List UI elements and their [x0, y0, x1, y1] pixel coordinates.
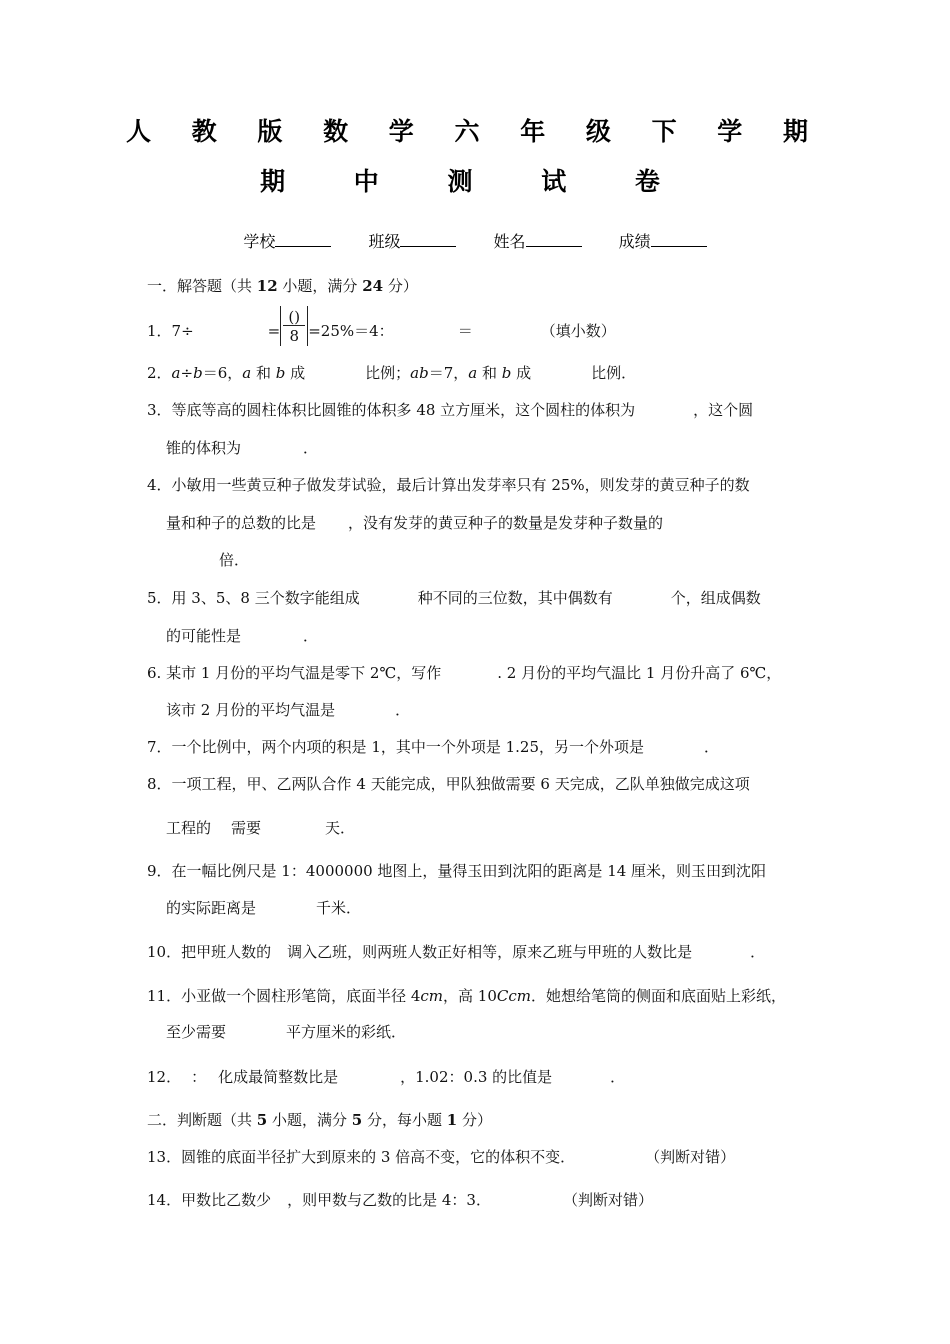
q14-note: （判断对错） [562, 1191, 653, 1209]
class-field[interactable] [368, 232, 456, 251]
q1-note: （填小数） [540, 322, 616, 340]
name-blank[interactable] [526, 232, 582, 247]
class-blank[interactable] [400, 232, 456, 247]
question-4-cont: 量和种子的总数的比是 ，没有发芽的黄豆种子的数量是发芽种子数量的 [166, 514, 664, 532]
exam-title: 人 教 版 数 学 六 年 级 下 学 期 [125, 117, 825, 146]
question-8-cont: 工程的 需要 天． [166, 819, 356, 837]
question-11-cont: 至少需要 平方厘米的彩纸． [166, 1023, 407, 1041]
question-4: 4．小敏用一些黄豆种子做发芽试验，最后计算出发芽率只有 25%，则发芽的黄豆种子的数 [147, 476, 750, 494]
question-8: 8．一项工程，甲、乙两队合作 4 天能完成，甲队独做需要 6 天完成，乙队单独做完成这项 [147, 775, 750, 793]
score-blank[interactable] [651, 232, 707, 247]
q1-fraction: $\frac{()}{8}$ [280, 306, 308, 346]
question-2: 2．a÷b＝6，a 和 b 成 比例；ab＝7，a 和 b 成 比例． [147, 364, 637, 382]
question-10: 10．把甲班人数的 调入乙班，则两班人数正好相等，原来乙班与甲班的人数比是 ． [147, 943, 766, 961]
question-3: 3．等底等高的圆柱体积比圆锥的体积多 48 立方厘米，这个圆柱的体积为 ，这个圆 [147, 401, 754, 419]
question-11: 11．小亚做一个圆柱形笔筒，底面半径 4cm，高 10Ccm．她想给笔筒的侧面和底面贴上彩纸， [147, 987, 787, 1005]
question-6: 6. 某市 1 月份的平均气温是零下 2℃，写作 . 2 月份的平均气温比 1 月份升高了 6℃， [147, 664, 782, 682]
name-label: 姓名 [493, 232, 526, 251]
question-4-cont-2: 倍． [219, 551, 250, 569]
question-14: 14．甲数比乙数少 ，则甲数与乙数的比是 4：3． （判断对错） [147, 1191, 653, 1209]
question-13: 13．圆锥的底面半径扩大到原来的 3 倍高不变，它的体积不变． （判断对错） [147, 1148, 736, 1166]
question-3-cont: 锥的体积为 ． [166, 439, 319, 457]
question-7: 7．一个比例中，两个内项的积是 1，其中一个外项是 1.25，另一个外项是 ． [147, 738, 720, 756]
school-blank[interactable] [275, 232, 331, 247]
question-12: 12． ： 化成最简整数比是 ，1.02：0.3 的比值是 ． [147, 1068, 626, 1086]
question-6-cont: 该市 2 月份的平均气温是 ． [166, 701, 411, 719]
question-9-cont: 的实际距离是 千米． [166, 899, 362, 917]
question-1: 1．7÷ = $\frac{()}{8}$ =25%＝4： ＝ （填小数） [147, 308, 616, 345]
name-field[interactable] [494, 232, 582, 251]
student-info-row [0, 229, 950, 252]
question-9: 9．在一幅比例尺是 1：4000000 地图上，量得玉田到沈阳的距离是 14 厘米，则玉田到沈阳 [147, 862, 767, 880]
question-5: 5．用 3、5、8 三个数字能组成 种不同的三位数，其中偶数有 个，组成偶数 [147, 589, 761, 607]
exam-subtitle: 期 中 测 试 卷 [260, 167, 690, 196]
class-label: 班级 [368, 232, 401, 251]
q13-note: （判断对错） [645, 1148, 736, 1166]
section-2-heading: 二．判断题（共 5 小题，满分 5 分，每小题 1 分） [147, 1111, 492, 1129]
score-label: 成绩 [618, 232, 651, 251]
question-5-cont: 的可能性是 ． [166, 627, 319, 645]
section-1-heading: 一．解答题（共 12 小题，满分 24 分） [147, 277, 418, 295]
score-field[interactable] [619, 232, 707, 251]
school-label: 学校 [243, 232, 276, 251]
school-field[interactable] [243, 232, 331, 251]
